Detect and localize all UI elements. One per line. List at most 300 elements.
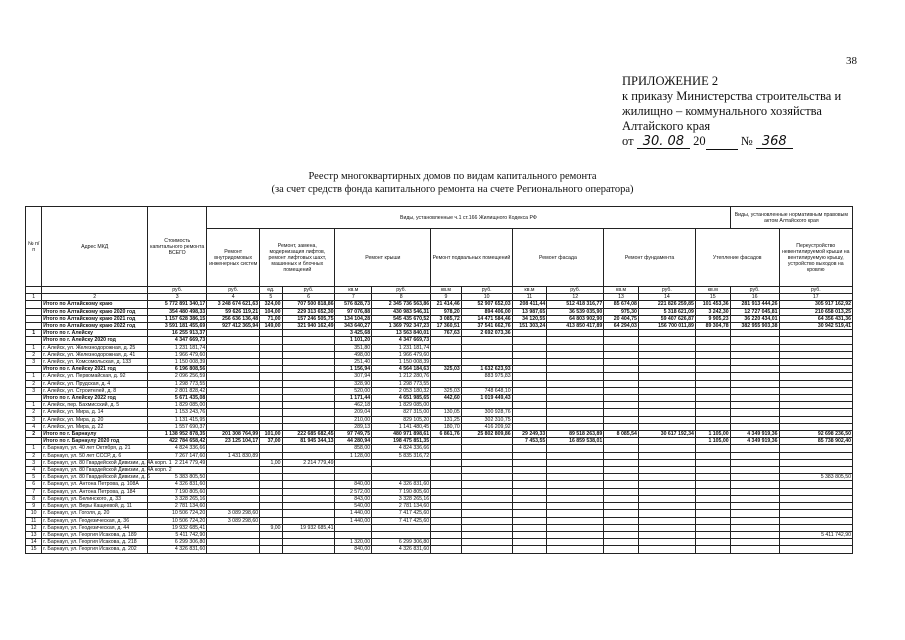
value-cell: 156 700 011,89 bbox=[638, 323, 695, 330]
value-cell bbox=[207, 524, 260, 531]
header-facade: Ремонт фасада bbox=[512, 229, 604, 287]
value-cell bbox=[604, 510, 639, 517]
value-cell: 10 506 724,20 bbox=[148, 517, 207, 524]
table-row bbox=[26, 539, 853, 546]
address-cell: г. Барнаул, ул. 80 Гвардейской Дивизии, д. 4А корп. 1 bbox=[43, 459, 172, 466]
value-cell: 480 971 898,61 bbox=[372, 431, 431, 438]
table-row bbox=[26, 488, 853, 495]
value-cell: 13 987,65 bbox=[512, 308, 547, 315]
title-line-1: Реестр многоквартирных домов по видам капитального ремонта bbox=[308, 171, 597, 182]
value-cell: 343 640,27 bbox=[335, 323, 372, 330]
column-number-cell: 9 bbox=[431, 294, 462, 301]
value-cell: 354 480 498,33 bbox=[148, 308, 207, 315]
value-cell: 1 171,44 bbox=[335, 395, 372, 402]
value-cell: 97 076,88 bbox=[335, 308, 372, 315]
value-cell bbox=[461, 495, 512, 502]
address-cell: г. Алейск, ул. Мира, д. 14 bbox=[42, 409, 148, 416]
value-cell: 104,00 bbox=[260, 308, 282, 315]
value-cell bbox=[260, 488, 282, 495]
value-cell bbox=[638, 395, 695, 402]
value-cell: 9,00 bbox=[260, 524, 282, 531]
value-cell: 978,20 bbox=[431, 308, 462, 315]
value-cell: 3 085,72 bbox=[431, 315, 462, 322]
table-row bbox=[26, 337, 853, 344]
row-number-cell bbox=[26, 301, 42, 308]
value-cell bbox=[207, 481, 260, 488]
value-cell bbox=[431, 481, 462, 488]
column-number-cell: 4 bbox=[207, 294, 260, 301]
value-cell bbox=[730, 402, 779, 409]
address-cell: Итого по г. Барнаулу 2020 год bbox=[42, 438, 148, 445]
value-cell bbox=[638, 330, 695, 337]
value-cell: 321 940 162,49 bbox=[282, 323, 335, 330]
table-row bbox=[26, 474, 853, 481]
value-cell bbox=[461, 539, 512, 546]
value-cell bbox=[638, 467, 695, 474]
value-cell bbox=[282, 488, 335, 495]
value-cell: 416 209,92 bbox=[461, 423, 512, 430]
page-number: 38 bbox=[846, 55, 857, 67]
value-cell bbox=[695, 503, 730, 510]
value-cell: 894 406,00 bbox=[461, 308, 512, 315]
value-cell bbox=[431, 467, 462, 474]
column-number-cell: 11 bbox=[512, 294, 547, 301]
value-cell: 198 475 851,35 bbox=[372, 438, 431, 445]
year-blank bbox=[706, 134, 738, 150]
value-cell: 1 105,00 bbox=[695, 431, 730, 438]
value-cell bbox=[335, 524, 372, 531]
value-cell bbox=[207, 387, 260, 394]
value-cell bbox=[604, 380, 639, 387]
value-cell: 4 347 669,73 bbox=[148, 337, 207, 344]
value-cell bbox=[638, 445, 695, 452]
table-row bbox=[26, 517, 853, 524]
value-cell bbox=[638, 524, 695, 531]
value-cell: 413 850 417,89 bbox=[547, 323, 604, 330]
value-cell bbox=[461, 459, 512, 466]
row-number-cell: 14 bbox=[26, 539, 42, 546]
unit-cell: руб. bbox=[547, 287, 604, 294]
value-cell bbox=[207, 402, 260, 409]
value-cell: 1 632 623,93 bbox=[461, 366, 512, 373]
value-cell bbox=[779, 380, 852, 387]
number-prefix: № bbox=[740, 134, 753, 148]
value-cell bbox=[461, 438, 512, 445]
value-cell bbox=[431, 351, 462, 358]
value-cell bbox=[547, 373, 604, 380]
value-cell bbox=[335, 467, 372, 474]
value-cell bbox=[512, 452, 547, 459]
row-number-cell bbox=[26, 323, 42, 330]
value-cell: 3 089 298,60 bbox=[207, 510, 260, 517]
value-cell bbox=[638, 510, 695, 517]
value-cell bbox=[638, 438, 695, 445]
value-cell bbox=[638, 517, 695, 524]
header-group-regional: Виды, установленные нормативным правовым актом Алтайского края bbox=[730, 207, 852, 229]
table-row bbox=[26, 467, 853, 474]
value-cell bbox=[207, 344, 260, 351]
value-cell bbox=[730, 474, 779, 481]
appendix-line-4: Алтайского края bbox=[622, 119, 711, 133]
value-cell: 442,60 bbox=[431, 395, 462, 402]
value-cell bbox=[372, 531, 431, 538]
value-cell bbox=[695, 395, 730, 402]
value-cell bbox=[512, 423, 547, 430]
value-cell bbox=[260, 423, 282, 430]
value-cell bbox=[779, 402, 852, 409]
value-cell bbox=[730, 481, 779, 488]
address-cell: г. Алейск, ул. Мира, д. 22 bbox=[42, 423, 148, 430]
value-cell bbox=[260, 467, 282, 474]
value-cell bbox=[512, 524, 547, 531]
value-cell bbox=[461, 524, 512, 531]
value-cell bbox=[730, 459, 779, 466]
value-cell bbox=[604, 517, 639, 524]
value-cell bbox=[207, 459, 260, 466]
value-cell bbox=[512, 445, 547, 452]
value-cell: 1 298 773,55 bbox=[148, 380, 207, 387]
column-number-cell: 14 bbox=[638, 294, 695, 301]
value-cell: 2 053 180,32 bbox=[372, 387, 431, 394]
header-insulation: Утепление фасадов bbox=[695, 229, 779, 287]
value-cell: 7 453,55 bbox=[512, 438, 547, 445]
value-cell bbox=[461, 503, 512, 510]
value-cell bbox=[779, 488, 852, 495]
value-cell: 382 955 903,38 bbox=[730, 323, 779, 330]
table-row bbox=[26, 387, 853, 394]
row-number-cell: 13 bbox=[26, 531, 42, 538]
value-cell bbox=[638, 416, 695, 423]
value-cell: 19 932 685,41 bbox=[282, 524, 335, 531]
value-cell: 2 214 779,49 bbox=[148, 459, 207, 466]
value-cell bbox=[431, 474, 462, 481]
value-cell bbox=[282, 380, 335, 387]
year-prefix: 20 bbox=[693, 134, 706, 148]
value-cell bbox=[512, 546, 547, 553]
value-cell bbox=[207, 539, 260, 546]
value-cell bbox=[431, 510, 462, 517]
value-cell: 1 829 085,00 bbox=[372, 402, 431, 409]
table-row bbox=[26, 315, 853, 322]
value-cell bbox=[207, 380, 260, 387]
value-cell: 1 440,00 bbox=[335, 510, 372, 517]
value-cell: 3 248 674 621,63 bbox=[207, 301, 260, 308]
table-row bbox=[26, 301, 853, 308]
value-cell bbox=[730, 524, 779, 531]
row-number-cell: 2 bbox=[26, 380, 42, 387]
value-cell bbox=[638, 337, 695, 344]
value-cell bbox=[282, 467, 335, 474]
value-cell bbox=[779, 481, 852, 488]
row-number-cell bbox=[26, 366, 42, 373]
row-number-cell: 5 bbox=[26, 474, 42, 481]
table-row bbox=[26, 373, 853, 380]
value-cell: 2 096 256,59 bbox=[148, 373, 207, 380]
value-cell bbox=[260, 416, 282, 423]
value-cell bbox=[695, 546, 730, 553]
value-cell bbox=[695, 387, 730, 394]
value-cell bbox=[547, 539, 604, 546]
value-cell bbox=[779, 416, 852, 423]
handwritten-number: 368 bbox=[756, 135, 793, 149]
value-cell bbox=[461, 546, 512, 553]
value-cell bbox=[695, 351, 730, 358]
registry-table bbox=[25, 206, 853, 554]
value-cell bbox=[695, 452, 730, 459]
address-cell: г. Алейск, ул. Строителей, д. 8 bbox=[42, 387, 148, 394]
value-cell bbox=[512, 474, 547, 481]
value-cell bbox=[260, 359, 282, 366]
address-cell: г. Алейск, пер. Бахмисский, д. 5 bbox=[42, 402, 148, 409]
value-cell: 430 983 546,31 bbox=[372, 308, 431, 315]
value-cell: 1 141 480,45 bbox=[372, 423, 431, 430]
value-cell bbox=[512, 503, 547, 510]
value-cell: 498,00 bbox=[335, 351, 372, 358]
address-cell: г. Барнаул, ул. 80 Гвардейской Дивизии, д. 4А корп. 2 bbox=[43, 467, 172, 474]
row-number-cell: 6 bbox=[26, 481, 42, 488]
value-cell bbox=[282, 416, 335, 423]
value-cell bbox=[372, 524, 431, 531]
value-cell: 520,00 bbox=[335, 387, 372, 394]
column-numbers-row bbox=[26, 294, 853, 301]
value-cell bbox=[604, 373, 639, 380]
value-cell bbox=[431, 503, 462, 510]
value-cell bbox=[779, 495, 852, 502]
value-cell bbox=[638, 539, 695, 546]
value-cell bbox=[547, 495, 604, 502]
row-number-cell: 3 bbox=[26, 459, 42, 466]
value-cell bbox=[604, 438, 639, 445]
address-cell: г. Алейск, ул. Мира, д. 20 bbox=[42, 416, 148, 423]
value-cell: 1 557 690,37 bbox=[148, 423, 207, 430]
value-cell: 134 104,28 bbox=[335, 315, 372, 322]
value-cell: 351,80 bbox=[335, 344, 372, 351]
value-cell bbox=[695, 445, 730, 452]
value-cell bbox=[512, 488, 547, 495]
value-cell bbox=[779, 366, 852, 373]
handwritten-date: 30. 08 bbox=[637, 135, 690, 149]
value-cell bbox=[604, 337, 639, 344]
value-cell bbox=[779, 359, 852, 366]
row-number-cell bbox=[26, 438, 42, 445]
address-cell: г. Барнаул, ул. Георгия Исакова, д. 189 bbox=[42, 531, 148, 538]
value-cell bbox=[730, 452, 779, 459]
row-number-cell: 3 bbox=[26, 359, 42, 366]
value-cell bbox=[779, 445, 852, 452]
table-row bbox=[26, 431, 853, 438]
value-cell bbox=[730, 337, 779, 344]
address-cell: г. Барнаул, ул. Геодезическая, д. 44 bbox=[42, 524, 148, 531]
registry-table-wrapper bbox=[25, 206, 853, 636]
value-cell bbox=[282, 495, 335, 502]
units-row bbox=[26, 287, 853, 294]
value-cell: 10 506 724,20 bbox=[148, 510, 207, 517]
value-cell bbox=[207, 330, 260, 337]
value-cell bbox=[335, 531, 372, 538]
address-cell: г. Барнаул, ул. Белинского, д. 33 bbox=[42, 495, 148, 502]
table-row bbox=[26, 423, 853, 430]
address-cell: Итого по Алтайскому краю 2020 год bbox=[42, 308, 148, 315]
value-cell bbox=[431, 495, 462, 502]
value-cell bbox=[282, 503, 335, 510]
value-cell bbox=[730, 503, 779, 510]
value-cell: 97 749,75 bbox=[335, 431, 372, 438]
address-cell: г. Барнаул, ул. Георгия Исакова, д. 202 bbox=[42, 546, 148, 553]
address-cell: г. Барнаул, ул. Гоголя, д. 20 bbox=[42, 510, 148, 517]
value-cell bbox=[282, 337, 335, 344]
value-cell bbox=[730, 416, 779, 423]
value-cell bbox=[260, 330, 282, 337]
value-cell bbox=[207, 445, 260, 452]
appendix-line-3: жилищно – коммунального хозяйства bbox=[622, 104, 822, 118]
value-cell bbox=[730, 546, 779, 553]
header-vent-roof: Переустройство невентилируемой крыши на вентилируемую крышу, устройство выходов на кровлю bbox=[779, 229, 852, 287]
value-cell bbox=[512, 395, 547, 402]
row-number-cell: 8 bbox=[26, 495, 42, 502]
value-cell bbox=[512, 481, 547, 488]
value-cell bbox=[461, 474, 512, 481]
value-cell bbox=[431, 546, 462, 553]
row-number-cell: 1 bbox=[26, 402, 42, 409]
value-cell bbox=[282, 351, 335, 358]
value-cell bbox=[730, 510, 779, 517]
value-cell: 302 310,75 bbox=[461, 416, 512, 423]
value-cell: 7 417 425,60 bbox=[372, 510, 431, 517]
value-cell bbox=[260, 380, 282, 387]
value-cell bbox=[547, 467, 604, 474]
value-cell bbox=[695, 524, 730, 531]
value-cell: 1 298 773,55 bbox=[372, 380, 431, 387]
value-cell: 1 320,00 bbox=[335, 539, 372, 546]
units-blank bbox=[26, 287, 42, 294]
column-number-cell: 12 bbox=[547, 294, 604, 301]
value-cell: 3 328 265,16 bbox=[372, 495, 431, 502]
value-cell bbox=[779, 395, 852, 402]
value-cell: 1 829 085,00 bbox=[148, 402, 207, 409]
value-cell bbox=[695, 359, 730, 366]
value-cell: 210 658 013,25 bbox=[779, 308, 852, 315]
value-cell bbox=[207, 467, 260, 474]
value-cell: 81 945 344,13 bbox=[282, 438, 335, 445]
value-cell: 130,05 bbox=[431, 409, 462, 416]
value-cell: 37 541 662,76 bbox=[461, 323, 512, 330]
value-cell: 4 349 919,36 bbox=[730, 438, 779, 445]
unit-cell: руб. bbox=[638, 287, 695, 294]
column-number-cell: 15 bbox=[695, 294, 730, 301]
value-cell bbox=[207, 373, 260, 380]
value-cell bbox=[431, 524, 462, 531]
table-row bbox=[26, 409, 853, 416]
value-cell bbox=[779, 423, 852, 430]
value-cell bbox=[461, 517, 512, 524]
value-cell bbox=[604, 402, 639, 409]
column-number-cell: 3 bbox=[148, 294, 207, 301]
table-row bbox=[26, 351, 853, 358]
value-cell: 256 636 136,48 bbox=[207, 315, 260, 322]
value-cell bbox=[638, 344, 695, 351]
title-line-2: (за счет средств фонда капитального ремонта на счете Регионального оператора) bbox=[271, 184, 634, 195]
value-cell bbox=[779, 330, 852, 337]
value-cell bbox=[372, 467, 431, 474]
value-cell bbox=[207, 351, 260, 358]
value-cell bbox=[207, 395, 260, 402]
value-cell bbox=[730, 488, 779, 495]
value-cell bbox=[431, 531, 462, 538]
value-cell bbox=[695, 459, 730, 466]
value-cell bbox=[547, 503, 604, 510]
value-cell bbox=[730, 395, 779, 402]
value-cell: 1 131 415,95 bbox=[148, 416, 207, 423]
table-row bbox=[26, 459, 853, 466]
value-cell bbox=[282, 481, 335, 488]
value-cell bbox=[638, 380, 695, 387]
value-cell bbox=[207, 337, 260, 344]
table-row bbox=[26, 438, 853, 445]
value-cell: 767,63 bbox=[431, 330, 462, 337]
value-cell: 5 383 805,50 bbox=[779, 474, 852, 481]
value-cell bbox=[730, 351, 779, 358]
value-cell: 2 781 134,60 bbox=[148, 503, 207, 510]
value-cell: 52 907 652,03 bbox=[461, 301, 512, 308]
value-cell bbox=[604, 488, 639, 495]
value-cell: 89 518 263,89 bbox=[547, 431, 604, 438]
value-cell bbox=[260, 452, 282, 459]
value-cell bbox=[638, 503, 695, 510]
row-number-cell: 7 bbox=[26, 488, 42, 495]
address-cell: Итого по г. Алейску 2021 год bbox=[42, 366, 148, 373]
value-cell: 59 626 119,21 bbox=[207, 308, 260, 315]
value-cell: 36 539 035,90 bbox=[547, 308, 604, 315]
value-cell: 101 453,36 bbox=[695, 301, 730, 308]
header-num: № п/п bbox=[26, 207, 42, 287]
value-cell bbox=[512, 351, 547, 358]
value-cell bbox=[638, 351, 695, 358]
unit-cell: руб. bbox=[779, 287, 852, 294]
row-number-cell: 10 bbox=[26, 510, 42, 517]
value-cell: 827 315,00 bbox=[372, 409, 431, 416]
address-cell: г. Барнаул, ул. 50 лет СССР, д. 6 bbox=[42, 452, 148, 459]
value-cell: 3 591 181 455,69 bbox=[148, 323, 207, 330]
value-cell: 707 500 818,86 bbox=[282, 301, 335, 308]
row-number-cell bbox=[26, 315, 42, 322]
value-cell bbox=[461, 359, 512, 366]
value-cell bbox=[260, 351, 282, 358]
value-cell bbox=[207, 366, 260, 373]
value-cell: 325,03 bbox=[431, 387, 462, 394]
value-cell bbox=[207, 488, 260, 495]
value-cell: 6 861,76 bbox=[431, 431, 462, 438]
value-cell bbox=[282, 546, 335, 553]
value-cell: 149,00 bbox=[260, 323, 282, 330]
value-cell: 157 246 505,75 bbox=[282, 315, 335, 322]
value-cell bbox=[282, 452, 335, 459]
value-cell bbox=[461, 488, 512, 495]
value-cell: 5 411 742,90 bbox=[148, 531, 207, 538]
value-cell bbox=[604, 546, 639, 553]
value-cell: 64 356 431,36 bbox=[779, 315, 852, 322]
address-cell: Итого по Алтайскому краю 2022 год bbox=[42, 323, 148, 330]
value-cell: 30 617 192,34 bbox=[638, 431, 695, 438]
value-cell bbox=[604, 351, 639, 358]
value-cell: 151 303,24 bbox=[512, 323, 547, 330]
value-cell: 4 824 336,66 bbox=[148, 445, 207, 452]
value-cell bbox=[695, 495, 730, 502]
value-cell: 44 280,94 bbox=[335, 438, 372, 445]
value-cell bbox=[604, 395, 639, 402]
value-cell bbox=[335, 474, 372, 481]
value-cell: 4 651 985,65 bbox=[372, 395, 431, 402]
value-cell: 36 220 434,01 bbox=[730, 315, 779, 322]
